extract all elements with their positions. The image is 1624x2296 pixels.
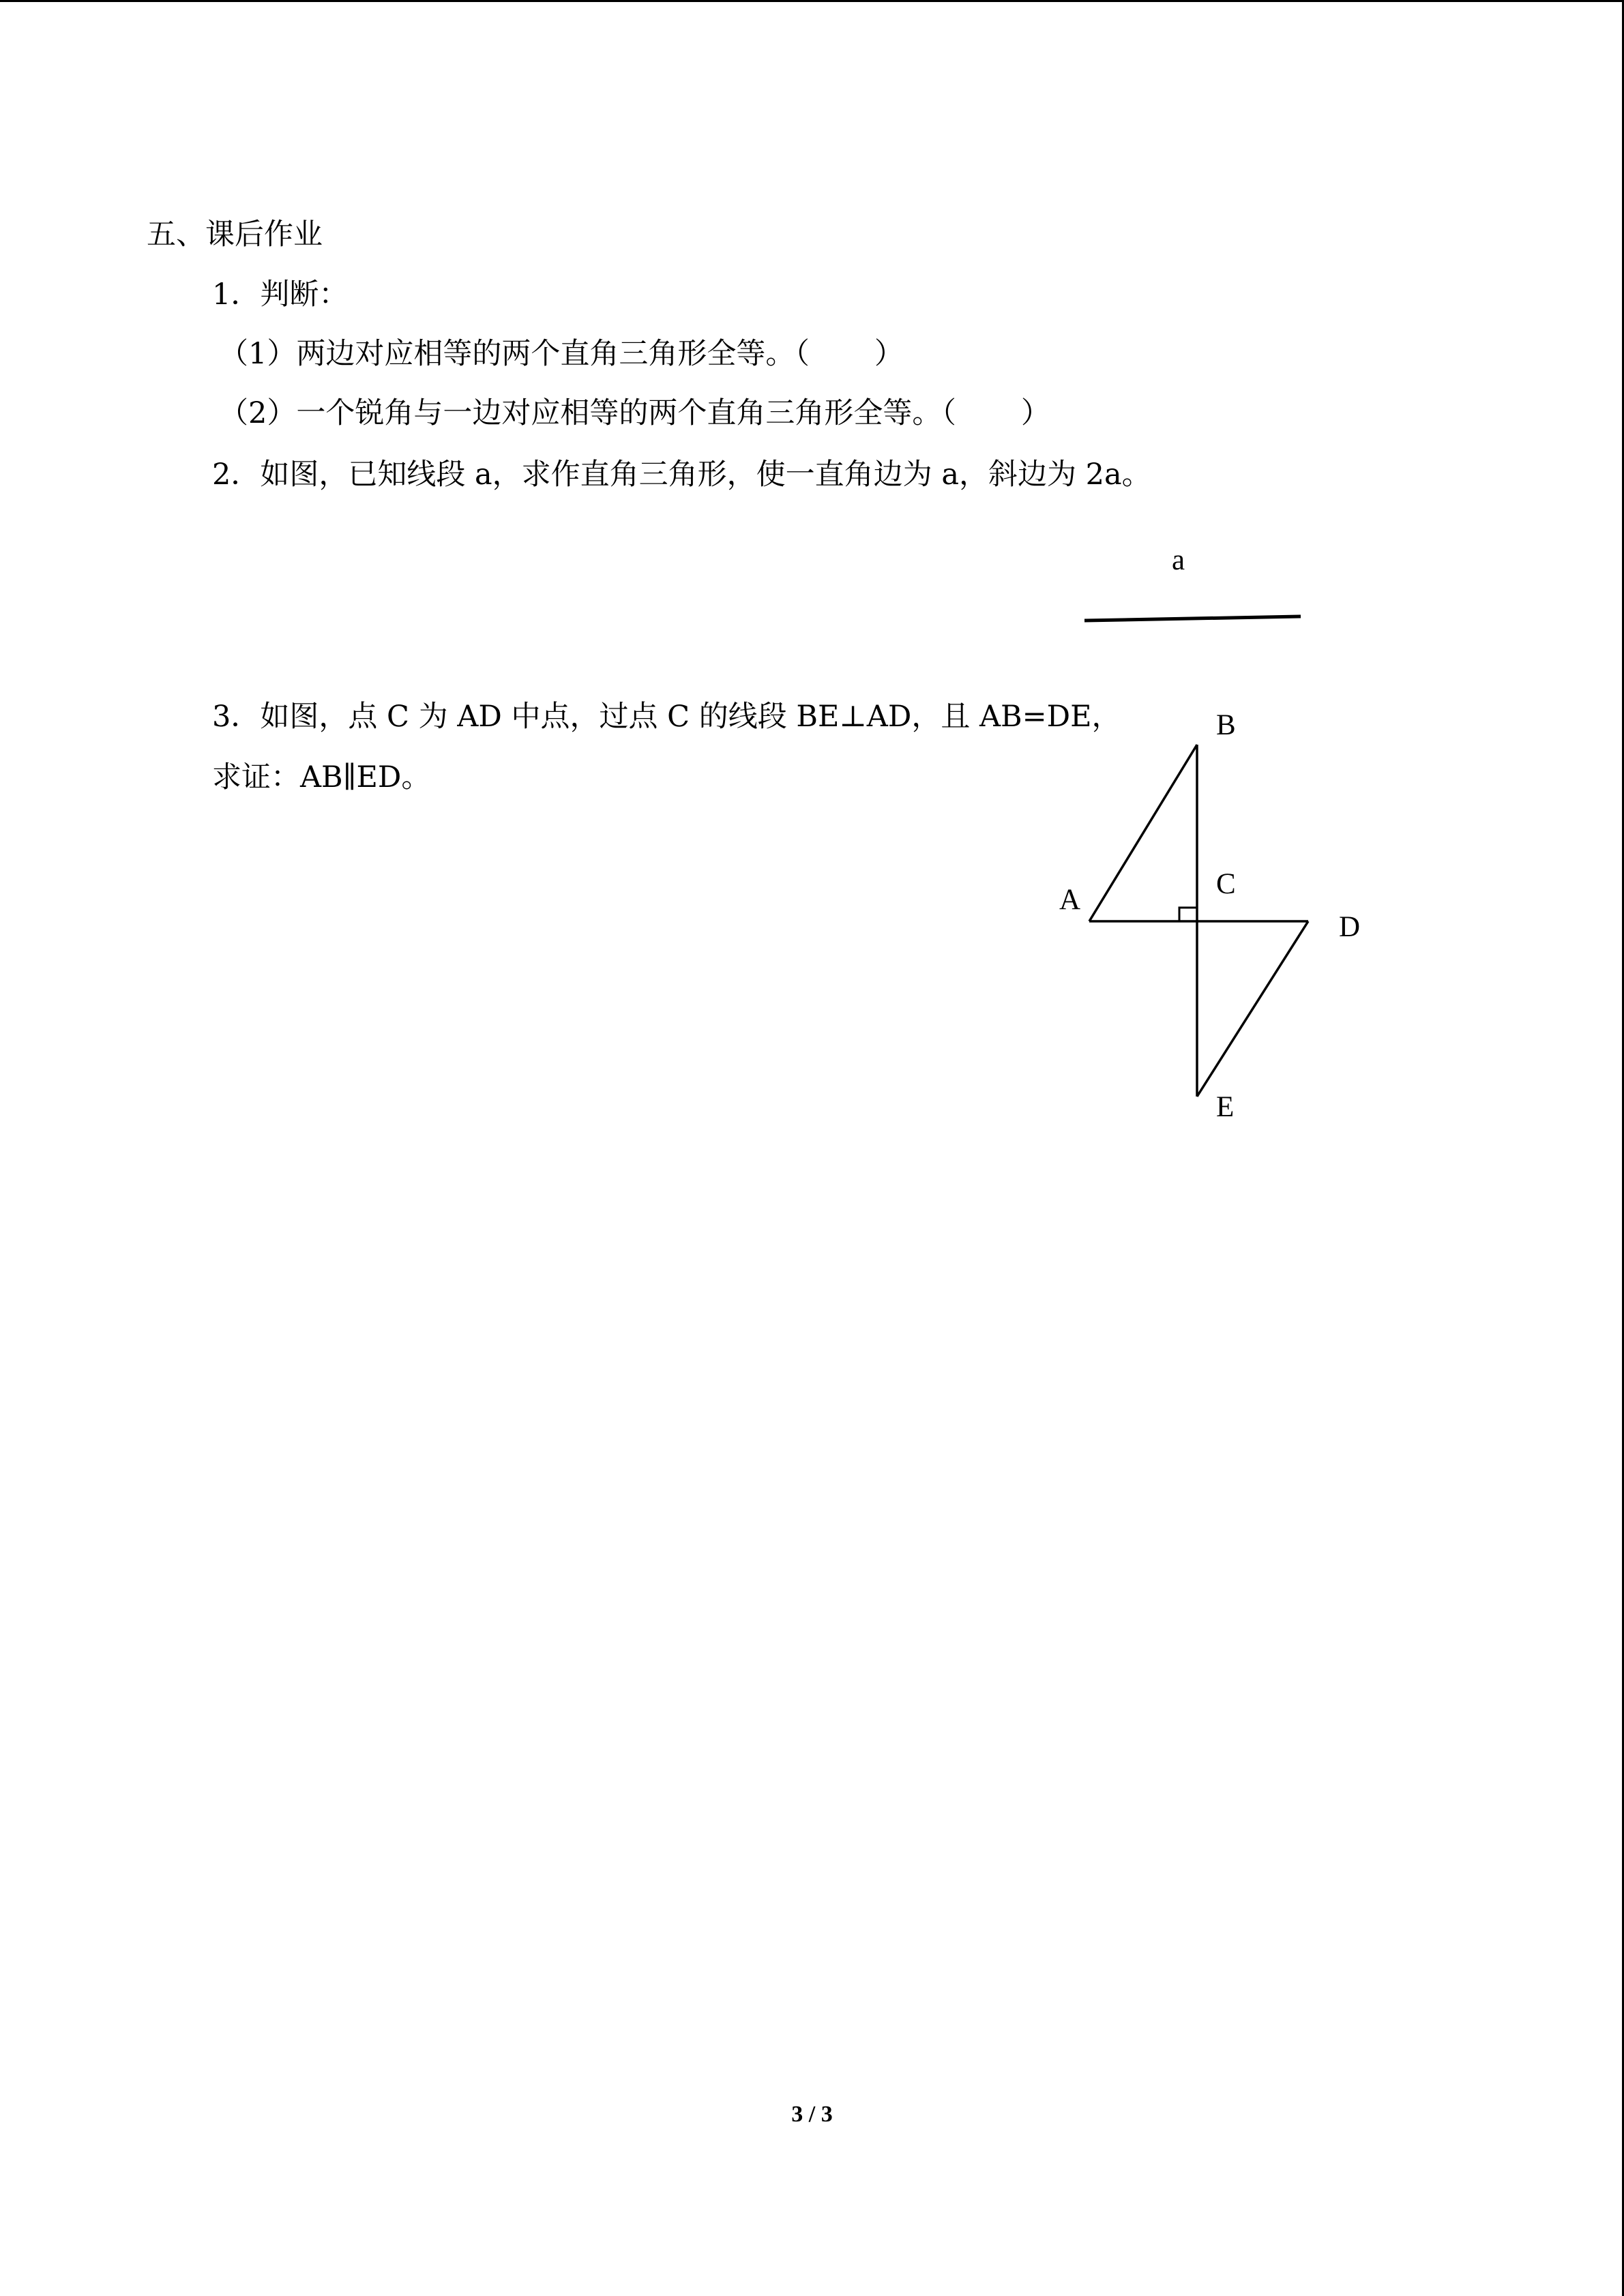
label-c: C [1216,868,1236,900]
label-e: E [1216,1091,1235,1123]
question-2-text: 2．如图，已知线段 a，求作直角三角形，使一直角边为 a，斜边为 2a。 [212,458,1151,492]
label-b: B [1216,709,1236,741]
question-1-item-1 [219,335,904,373]
section-heading: 五、课后作业 [147,218,323,252]
triangle-figure [1044,702,1385,1132]
page-number: 3 / 3 [791,2102,833,2127]
segment-a-figure [1080,539,1312,627]
question-3-line-2: 求证：AB∥ED。 [212,760,431,794]
segment-a [1084,616,1301,621]
label-a: A [1059,884,1081,916]
segment-de [1197,921,1308,1097]
question-1-item-2-close: ） [1020,396,1050,430]
question-1-item-1-close: ） [874,337,904,371]
right-angle-mark [1179,908,1197,921]
question-1-title: 1．判断： [212,278,349,312]
label-d: D [1339,911,1361,943]
question-3-line-1: 3．如图，点 C 为 AD 中点，过点 C 的线段 BE⊥AD，且 AB=DE， [212,700,1121,734]
segment-a-label: a [1172,544,1185,576]
question-1-item-2-text: （2）一个锐角与一边对应相等的两个直角三角形全等。（ [219,396,956,430]
segment-ab [1089,745,1197,921]
question-1-item-2 [219,394,1050,432]
question-1-item-1-text: （1）两边对应相等的两个直角三角形全等。（ [219,337,810,371]
